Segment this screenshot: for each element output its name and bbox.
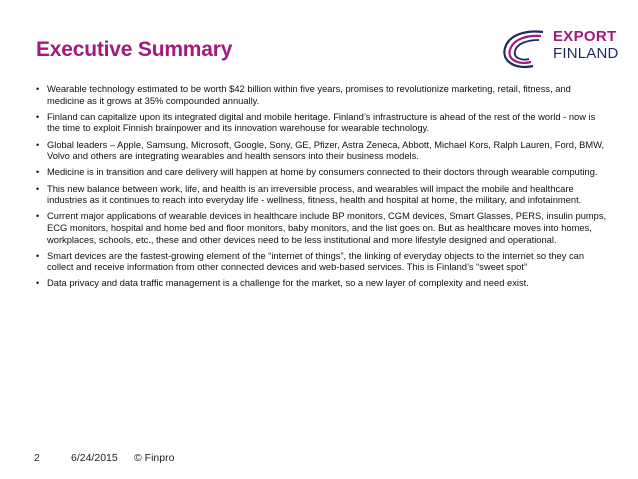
page-number: 2 <box>34 452 40 464</box>
bullet-item: • Global leaders – Apple, Samsung, Microsoft, Google, Sony, GE, Pfizer, Astra Zeneca, Abbott, Michael Kors, Ralph Lauren, Ford, BMW, Volvo and others are integrating wearables and health sensors into their business models. <box>36 140 608 163</box>
bullet-item: • Wearable technology estimated to be worth $42 billion within five years, promises to revolutionize marketing, retail, fitness, and medicine as it grows at 35% compounded annually. <box>36 84 608 107</box>
bullet-item: • Data privacy and data traffic management is a challenge for the market, so a new layer of complexity and need exist. <box>36 278 608 290</box>
bullet-item: • Finland can capitalize upon its integrated digital and mobile heritage. Finland’s infrastructure is ahead of the rest of the world - now is the time to exploit Finnish brainpower and its innovation warehouse for wearable technology. <box>36 112 608 135</box>
footer-date: 6/24/2015 <box>71 452 118 464</box>
logo-text-export: EXPORT <box>553 28 617 45</box>
bullet-list <box>36 84 608 295</box>
bullet-item: • Smart devices are the fastest-growing element of the “internet of things”, the linking of everyday objects to the internet so they can collect and receive information from other connected devices and web-based services. This is Finland’s “sweet spot” <box>36 251 608 274</box>
logo-mark-icon <box>497 26 553 74</box>
bullet-item: • Medicine is in transition and care delivery will happen at home by consumers connected to their doctors through wearable computing. <box>36 167 608 179</box>
bullet-item: • Current major applications of wearable devices in healthcare include BP monitors, CGM devices, Smart Glasses, PERS, insulin pumps, ECG monitors, hospital and home bed and floor monitors, baby monitors, and the list goes on. But as healthcare moves into homes, workplaces, schools, etc., these and other devices need to be less institutional and more lifestyle designed and operational. <box>36 211 608 246</box>
footer-copyright: © Finpro <box>134 452 175 464</box>
logo-text-finland: FINLAND <box>553 45 619 62</box>
export-finland-logo <box>497 26 619 74</box>
bullet-item: • This new balance between work, life, and health is an irreversible process, and wearables will impact the mobile and healthcare industries as it continues to reach into everyday life - wellness, fitness, health and hospital at home, the military, and infotainment. <box>36 184 608 207</box>
slide-title: Executive Summary <box>36 38 233 61</box>
